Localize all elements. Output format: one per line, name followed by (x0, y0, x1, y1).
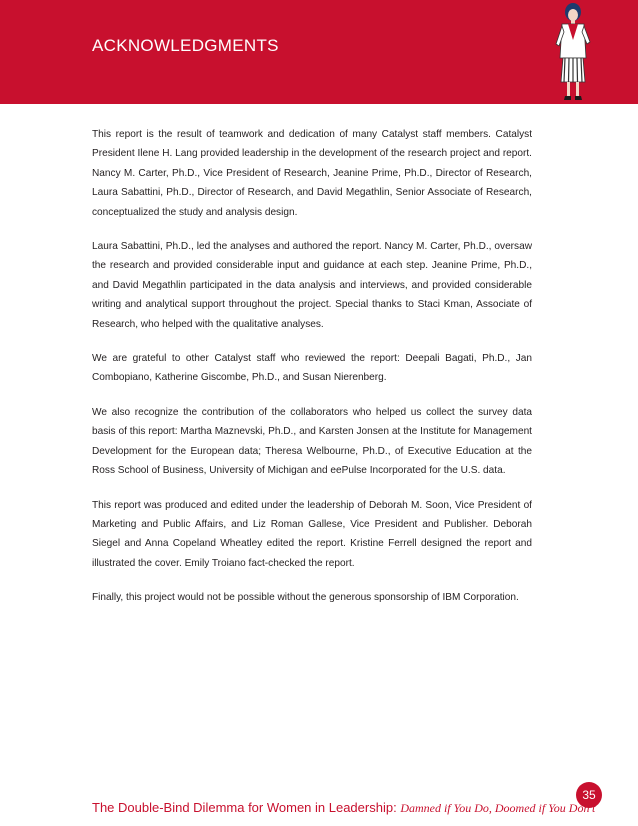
paragraph: We also recognize the contribution of the collaborators who helped us collect the survey data basis of this report: Martha Maznevski, Ph.D., and Karsten Jonsen at the Institute for Management Development for the European data; Theresa Welbourne, Ph.D., of Executive Education at the Ross School of Business, University of Michigan and eePulse Incorporated for the U.S. data. (92, 406, 532, 477)
footer-running-title (92, 800, 595, 816)
paragraph: This report is the result of teamwork and dedication of many Catalyst staff members. Catalyst President Ilene H. Lang provided leadership in the development of the research project and report. Nancy M. Carter, Ph.D., Vice President of Research, Jeanine Prime, Ph.D., Director of Research, Laura Sabattini, Ph.D., Director of Research, and David Megathlin, Senior Associate of Research, conceptualized the study and analysis design. (92, 129, 532, 218)
header-banner (0, 0, 638, 104)
footer-subtitle: Damned if You Do, Doomed if You Don't (400, 801, 596, 815)
paragraph: Laura Sabattini, Ph.D., led the analyses and authored the report. Nancy M. Carter, Ph.D., oversaw the research and provided considerable input and guidance at each step. Jeanine Prime, Ph.D., and David Megathlin participated in the data analysis and interviews, and provided considerable writing and analytical support throughout the project. Special thanks to Staci Kman, Associate of Research, who helped with the qualitative analyses. (92, 241, 532, 330)
woman-figure-illustration-icon (548, 0, 600, 104)
paragraph: This report was produced and edited under the leadership of Deborah M. Soon, Vice President of Marketing and Public Affairs, and Liz Roman Gallese, Vice President and Publisher. Deborah Siegel and Anna Copeland Wheatley edited the report. Kristine Ferrell designed the report and illustrated the cover. Emily Troiano fact-checked the report. (92, 499, 532, 569)
paragraph: Finally, this project would not be possible without the generous sponsorship of IBM Corporation. (92, 592, 519, 604)
footer-title: The Double-Bind Dilemma for Women in Leadership: (92, 800, 397, 815)
page-number-badge: 35 (576, 782, 602, 808)
paragraph: We are grateful to other Catalyst staff who reviewed the report: Deepali Bagati, Ph.D., Jan Combopiano, Katherine Giscombe, Ph.D., and Susan Nierenberg. (92, 353, 532, 384)
page-title: ACKNOWLEDGMENTS (92, 36, 279, 55)
acknowledgments-body (92, 125, 532, 623)
